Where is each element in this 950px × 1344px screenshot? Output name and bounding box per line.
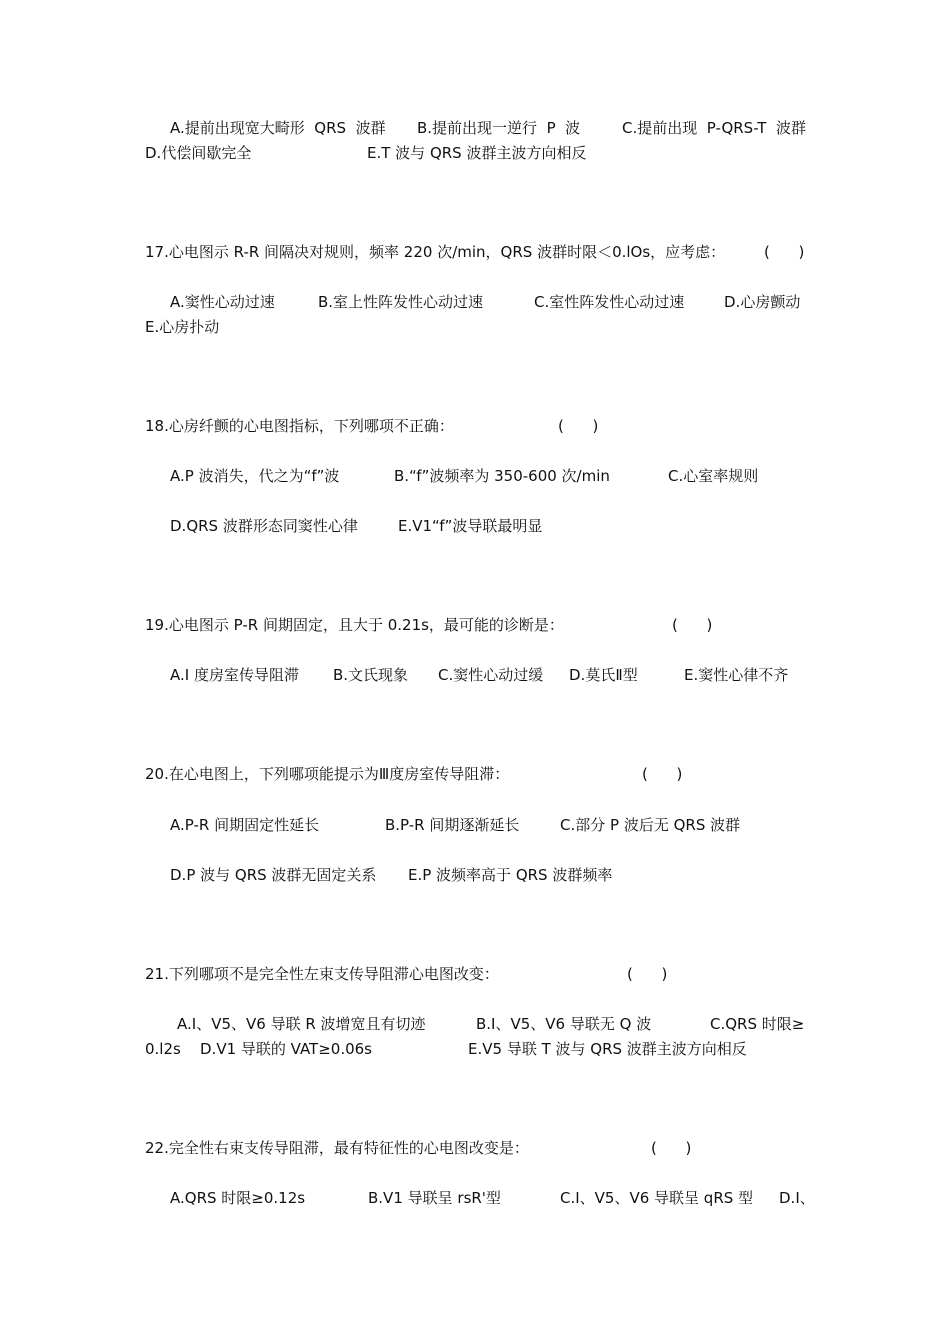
- q18-option-c: C.心室率规则: [668, 467, 759, 485]
- q20-option-b: B.P-R 间期逐渐延长: [385, 816, 520, 834]
- q19-option-c: C.窦性心动过缓: [438, 666, 544, 684]
- q18-option-a: A.P 波消失，代之为“f”波: [170, 467, 340, 485]
- q22-option-a: A.QRS 时限≥0.12s: [170, 1189, 306, 1207]
- q22-option-b: B.V1 导联呈 rsR'型: [368, 1189, 501, 1207]
- q22-answer-bracket: ( ): [651, 1139, 692, 1157]
- q21-answer-bracket: ( ): [627, 965, 668, 983]
- q17-option-c: C.室性阵发性心动过速: [534, 293, 685, 311]
- q18-option-d: D.QRS 波群形态同窦性心律: [170, 517, 358, 535]
- q19-answer-bracket: ( ): [672, 616, 713, 634]
- q21-option-b: B.Ⅰ、V5、V6 导联无 Q 波: [476, 1015, 652, 1033]
- q21-option-d: D.V1 导联的 VAT≥0.06s: [200, 1040, 373, 1058]
- q21-option-c-continued: 0.l2s: [145, 1040, 181, 1058]
- q21-option-e: E.V5 导联 T 波与 QRS 波群主波方向相反: [468, 1040, 747, 1058]
- q20-answer-bracket: ( ): [642, 765, 683, 783]
- q18-option-b: B.“f”波频率为 350-600 次/min: [394, 467, 610, 485]
- q18-answer-bracket: ( ): [558, 417, 599, 435]
- q22-stem: 22.完全性右束支传导阻滞，最有特征性的心电图改变是：: [145, 1139, 529, 1157]
- q16-option-c: C.提前出现 P-QRS-T 波群: [622, 119, 806, 137]
- q21-option-c: C.QRS 时限≥: [710, 1015, 805, 1033]
- q20-option-c: C.部分 P 波后无 QRS 波群: [560, 816, 741, 834]
- q22-option-d: D.I、: [779, 1189, 815, 1207]
- q19-option-a: A.I 度房室传导阻滞: [170, 666, 299, 684]
- q22-option-c: C.I、V5、V6 导联呈 qRS 型: [560, 1189, 754, 1207]
- q16-option-d: D.代偿间歇完全: [145, 144, 252, 162]
- q16-option-b: B.提前出现一逆行 P 波: [417, 119, 581, 137]
- q17-option-b: B.室上性阵发性心动过速: [318, 293, 484, 311]
- q16-option-a: A.提前出现宽大畸形 QRS 波群: [170, 119, 386, 137]
- q17-answer-bracket: ( ): [764, 243, 805, 261]
- q19-stem: 19.心电图示 P-R 间期固定，且大于 0.21s，最可能的诊断是：: [145, 616, 564, 634]
- q19-option-d: D.莫氏Ⅱ型: [569, 666, 638, 684]
- q17-option-a: A.窦性心动过速: [170, 293, 275, 311]
- q19-option-e: E.窦性心律不齐: [684, 666, 789, 684]
- q20-stem: 20.在心电图上，下列哪项能提示为Ⅲ度房室传导阻滞：: [145, 765, 510, 783]
- q16-option-e: E.T 波与 QRS 波群主波方向相反: [367, 144, 587, 162]
- q21-option-a: A.Ⅰ、V5、V6 导联 R 波增宽且有切迹: [177, 1015, 426, 1033]
- q17-option-e: E.心房扑动: [145, 318, 220, 336]
- q20-option-d: D.P 波与 QRS 波群无固定关系: [170, 866, 377, 884]
- q20-option-e: E.P 波频率高于 QRS 波群频率: [408, 866, 613, 884]
- q21-stem: 21.下列哪项不是完全性左束支传导阻滞心电图改变：: [145, 965, 499, 983]
- q17-option-d: D.心房颤动: [724, 293, 801, 311]
- q18-stem: 18.心房纤颤的心电图指标，下列哪项不正确：: [145, 417, 454, 435]
- q17-stem: 17.心电图示 R-R 间隔决对规则，频率 220 次/min，QRS 波群时限＜0.lOs，应考虑：: [145, 243, 726, 261]
- q19-option-b: B.文氏现象: [333, 666, 409, 684]
- q18-option-e: E.V1“f”波导联最明显: [398, 517, 543, 535]
- q20-option-a: A.P-R 间期固定性延长: [170, 816, 320, 834]
